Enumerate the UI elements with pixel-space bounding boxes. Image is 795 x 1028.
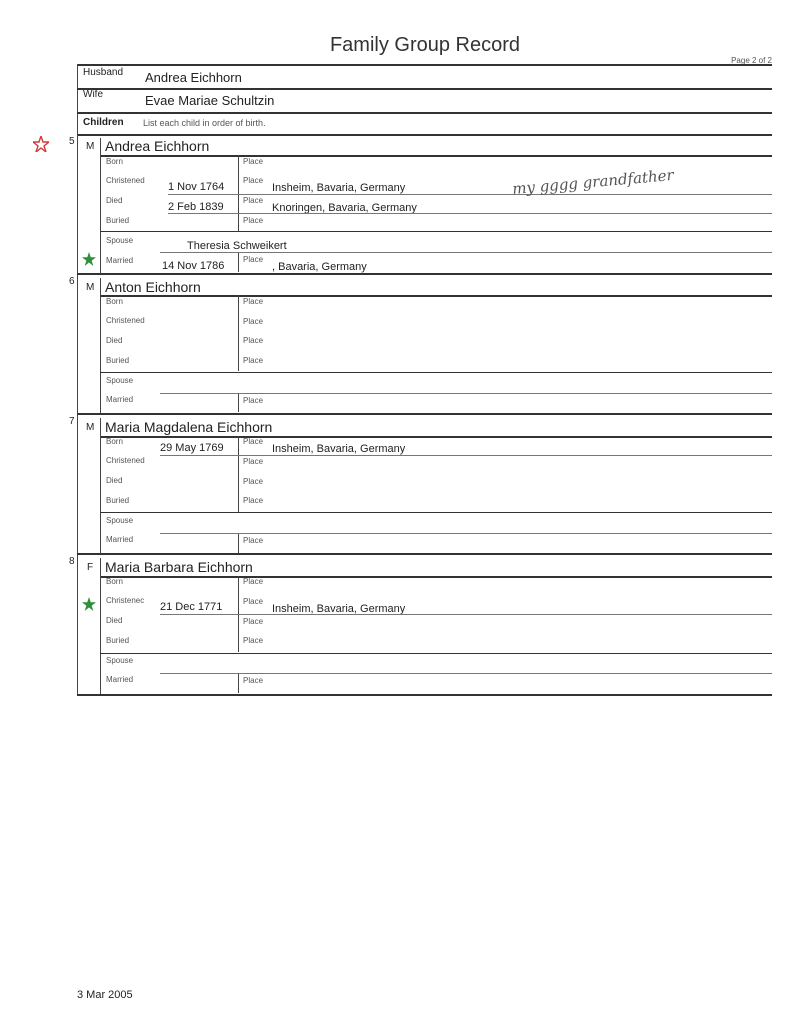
divider	[100, 372, 772, 373]
divider	[160, 455, 772, 456]
page-title: Family Group Record	[329, 34, 521, 56]
green-star-mark-icon	[82, 252, 96, 266]
born-label: Born	[106, 157, 123, 166]
divider	[77, 553, 772, 555]
divider	[160, 393, 772, 394]
footer-date: 3 Mar 2005	[77, 989, 133, 1001]
child-name: Andrea Eichhorn	[105, 138, 210, 154]
divider	[238, 534, 239, 553]
divider	[77, 64, 78, 136]
husband-name: Andrea Eichhorn	[145, 70, 242, 85]
divider	[238, 673, 239, 693]
children-label: Children	[83, 117, 124, 128]
place-label: Place	[243, 577, 264, 586]
born-label: Born	[106, 297, 123, 306]
spouse-name: Theresia Schweikert	[187, 240, 287, 252]
married-label: Married	[106, 395, 134, 404]
christened-place: Insheim, Bavaria, Germany	[272, 603, 406, 615]
spouse-label: Spouse	[106, 376, 134, 385]
place-label: Place	[243, 676, 264, 685]
divider	[77, 64, 772, 66]
married-label: Married	[106, 675, 134, 684]
page-number: Page 2 of 2	[731, 56, 772, 65]
spouse-label: Spouse	[106, 516, 134, 525]
place-label: Place	[243, 437, 264, 446]
children-instruction: List each child in order of birth.	[143, 118, 266, 128]
divider	[100, 558, 101, 694]
buried-label: Buried	[106, 216, 130, 225]
divider	[77, 134, 772, 136]
divider	[77, 88, 772, 90]
christened-date: 21 Dec 1771	[160, 601, 223, 613]
married-date: 14 Nov 1786	[162, 260, 225, 272]
divider	[100, 436, 772, 438]
buried-label: Buried	[106, 636, 130, 645]
born-place: Insheim, Bavaria, Germany	[272, 443, 406, 455]
divider	[100, 231, 772, 232]
born-date: 29 May 1769	[160, 442, 224, 454]
place-label: Place	[243, 255, 264, 264]
place-label: Place	[243, 317, 264, 326]
died-label: Died	[106, 476, 123, 485]
spouse-label: Spouse	[106, 656, 134, 665]
place-label: Place	[243, 216, 264, 225]
christened-label: Christened	[106, 176, 145, 185]
divider	[160, 252, 772, 253]
divider	[77, 413, 772, 415]
divider	[100, 418, 101, 553]
child-sex: F	[87, 562, 94, 573]
divider	[160, 673, 772, 674]
place-label: Place	[243, 176, 264, 185]
wife-label: Wife	[83, 89, 103, 100]
place-label: Place	[243, 196, 264, 205]
child-sex: M	[86, 141, 95, 152]
divider	[77, 112, 772, 114]
child-number: 6	[69, 276, 75, 287]
divider	[238, 436, 239, 512]
divider	[100, 576, 772, 578]
divider	[168, 213, 772, 214]
husband-label: Husband	[83, 67, 124, 78]
died-label: Died	[106, 336, 123, 345]
divider	[100, 278, 101, 413]
place-label: Place	[243, 356, 264, 365]
wife-name: Evae Mariae Schultzin	[145, 93, 275, 108]
divider	[160, 614, 772, 615]
place-label: Place	[243, 617, 264, 626]
place-label: Place	[243, 496, 264, 505]
born-label: Born	[106, 437, 123, 446]
place-label: Place	[243, 597, 264, 606]
buried-label: Buried	[106, 356, 130, 365]
married-label: Married	[106, 256, 134, 265]
place-label: Place	[243, 477, 264, 486]
born-label: Born	[106, 577, 123, 586]
place-label: Place	[243, 157, 264, 166]
child-sex: M	[86, 282, 95, 293]
child-name: Maria Barbara Eichhorn	[105, 559, 253, 575]
christened-label: Christened	[106, 316, 145, 325]
buried-label: Buried	[106, 496, 130, 505]
divider	[238, 295, 239, 371]
divider	[168, 194, 772, 195]
christened-label: Christened	[106, 456, 145, 465]
divider	[160, 533, 772, 534]
child-sex: M	[86, 422, 95, 433]
child-number: 5	[69, 136, 75, 147]
place-label: Place	[243, 536, 264, 545]
green-star-mark-icon	[82, 597, 96, 611]
died-date: 2 Feb 1839	[168, 201, 224, 213]
married-label: Married	[106, 535, 134, 544]
place-label: Place	[243, 336, 264, 345]
died-place: Knoringen, Bavaria, Germany	[272, 202, 417, 214]
christened-place: Insheim, Bavaria, Germany	[272, 182, 406, 194]
place-label: Place	[243, 396, 264, 405]
divider	[77, 134, 78, 696]
handwritten-annotation: my gggg grandfather	[511, 165, 675, 199]
divider	[238, 252, 239, 272]
child-name: Maria Magdalena Eichhorn	[105, 419, 273, 435]
divider	[77, 273, 772, 275]
place-label: Place	[243, 457, 264, 466]
died-label: Died	[106, 196, 123, 205]
divider	[100, 653, 772, 654]
married-place: , Bavaria, Germany	[272, 261, 367, 273]
christened-label: Christenec	[106, 596, 145, 605]
died-label: Died	[106, 616, 123, 625]
divider	[100, 512, 772, 513]
child-number: 8	[69, 556, 75, 567]
divider	[100, 295, 772, 297]
divider	[238, 155, 239, 231]
child-name: Anton Eichhorn	[105, 279, 201, 295]
divider	[77, 694, 772, 696]
red-star-mark-icon	[33, 136, 49, 152]
christened-date: 1 Nov 1764	[168, 181, 225, 193]
place-label: Place	[243, 297, 264, 306]
spouse-label: Spouse	[106, 236, 134, 245]
place-label: Place	[243, 636, 264, 645]
divider	[238, 393, 239, 412]
child-number: 7	[69, 416, 75, 427]
divider	[100, 155, 772, 157]
divider	[100, 138, 101, 273]
